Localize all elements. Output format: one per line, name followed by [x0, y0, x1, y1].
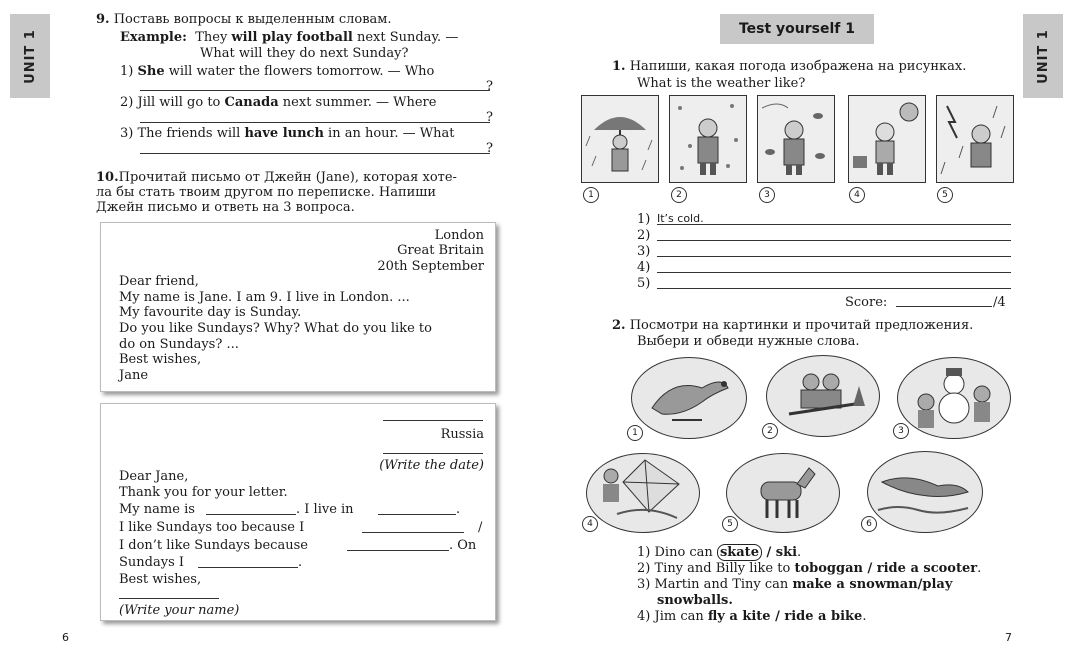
reply-name-blank[interactable] [206, 514, 296, 515]
unit-tab-right: UNIT 1 [1023, 14, 1063, 98]
letter1-line-3: My favourite day is Sunday. [119, 305, 302, 320]
ex9-item-3: 3) The friends will have lunch in an hour. — What [120, 126, 455, 141]
letter1-line-1: Dear friend, [119, 274, 199, 289]
ex2-sentence-2: 2) Tiny and Billy like to toboggan / ride a scooter. [637, 561, 982, 576]
weather-pic-number-4: 4 [849, 187, 865, 203]
weather-picture-2 [669, 95, 747, 183]
weather-picture-1 [581, 95, 659, 183]
reply-dislike-blank[interactable] [347, 550, 449, 551]
weather-pic-number-2: 2 [671, 187, 687, 203]
ex9-heading: 9. Поставь вопросы к выделенным словам. [96, 12, 392, 27]
ex1-answer-line-2[interactable] [657, 240, 1011, 241]
activity-pic-number-2: 2 [762, 423, 778, 439]
ex1-answer-num-2: 2) [637, 228, 651, 243]
activity-picture-4 [586, 453, 700, 533]
reply-thanks: Thank you for your letter. [119, 485, 288, 500]
reply-dislike-text-b: . On [449, 538, 477, 553]
dino-swimming-icon [868, 452, 982, 532]
snow-kid-icon [670, 96, 746, 182]
unit-tab-left: UNIT 1 [10, 14, 50, 98]
weather-picture-5 [936, 95, 1014, 183]
weather-picture-4 [848, 95, 926, 183]
activity-picture-3 [897, 357, 1011, 439]
reply-city-blank[interactable] [378, 514, 456, 515]
ex9-answer-line-3[interactable] [140, 153, 490, 154]
ex1-answer-line-3[interactable] [657, 256, 1011, 257]
reply-greeting: Dear Jane, [119, 469, 189, 484]
reply-like-blank[interactable] [362, 532, 464, 533]
weather-pic-number-3: 3 [759, 187, 775, 203]
page-number-right: 7 [1005, 631, 1012, 644]
ex9-qmark-2: ? [486, 110, 493, 125]
ex9-qmark-3: ? [486, 141, 493, 156]
reply-period-2: . [298, 555, 303, 570]
activity-picture-5 [726, 453, 840, 533]
weather-pic-number-1: 1 [583, 187, 599, 203]
reply-date-line[interactable] [383, 453, 483, 454]
reply-date-hint: (Write the date) [379, 458, 484, 473]
letter1-line-5: do on Sundays? ... [119, 337, 239, 352]
toboggan-icon [767, 356, 879, 436]
reply-slash: / [478, 520, 483, 535]
ex1-answer-num-5: 5) [637, 276, 651, 291]
activity-pic-number-3: 3 [893, 423, 909, 439]
reply-sundays-blank[interactable] [198, 567, 298, 568]
ex9-answer-line-1[interactable] [140, 90, 490, 91]
ex9-answer-line-2[interactable] [140, 122, 490, 123]
reply-sundays-text: Sundays I [119, 555, 185, 570]
weather-picture-3 [757, 95, 835, 183]
ex2-sentence-3-cont: snowballs. [657, 593, 733, 608]
activity-pic-number-6: 6 [861, 516, 877, 532]
ex1-heading: 1. Напиши, какая погода изображена на рисунках. [612, 59, 967, 74]
score-blank[interactable] [896, 306, 992, 307]
ex1-answer-line-1[interactable] [657, 224, 1011, 225]
reply-signature-line[interactable] [119, 598, 219, 599]
reply-name-hint: (Write your name) [119, 603, 240, 618]
activity-picture-6 [867, 451, 983, 533]
ex1-answer-num-1: 1) [637, 212, 651, 227]
letter1-date: 20th September [377, 259, 484, 274]
letter1-line-4: Do you like Sundays? Why? What do you like to [119, 321, 432, 336]
letter1-line-6: Best wishes, [119, 352, 202, 367]
ex2-instruction-2: Выбери и обведи нужные слова. [637, 334, 860, 349]
ex10-instruction-2: ла бы стать твоим другом по переписке. Напиши [96, 185, 437, 200]
horse-icon [727, 454, 839, 532]
ex9-example-answer: What will they do next Sunday? [200, 46, 409, 61]
activity-pic-number-5: 5 [722, 516, 738, 532]
ex2-sentence-3: 3) Martin and Tiny can make a snowman/play [637, 577, 953, 592]
ex2-sentence-1: 1) Dino can skate / ski. [637, 545, 802, 560]
ex10-instruction-3: Джейн письмо и ответь на 3 вопроса. [96, 200, 355, 215]
ex2-heading: 2. Посмотри на картинки и прочитай предложения. [612, 318, 974, 333]
ex9-item-1: 1) She will water the flowers tomorrow. — Who [120, 64, 435, 79]
ex10-heading: 10.Прочитай письмо от Джейн (Jane), которая хоте- [96, 170, 457, 185]
ex9-qmark-1: ? [486, 79, 493, 94]
activity-picture-1 [631, 357, 747, 439]
activity-pic-number-1: 1 [627, 425, 643, 441]
ex1-answer-text-1: It’s cold. [657, 212, 704, 225]
kite-icon [587, 454, 699, 532]
reply-name-line-text-b: . I live in [296, 502, 354, 517]
storm-icon [937, 96, 1013, 182]
reply-country: Russia [440, 427, 484, 442]
reply-dislike-text: I don’t like Sundays because [119, 538, 308, 553]
activity-pic-number-4: 4 [582, 516, 598, 532]
page-number-left: 6 [62, 631, 69, 644]
ex9-item-2: 2) Jill will go to Canada next summer. — Where [120, 95, 437, 110]
dino-skating-icon [632, 358, 746, 438]
circled-answer[interactable]: skate [717, 544, 762, 561]
ex1-answer-line-4[interactable] [657, 272, 1011, 273]
letter1-country: Great Britain [397, 243, 484, 258]
weather-pic-number-5: 5 [937, 187, 953, 203]
letter1-city: London [434, 228, 484, 243]
score-label: Score: [845, 295, 888, 310]
letter1-line-2: My name is Jane. I am 9. I live in London. ... [119, 290, 410, 305]
activity-picture-2 [766, 355, 880, 437]
reply-period-1: . [456, 502, 461, 517]
reply-like-text: I like Sundays too because I [119, 520, 305, 535]
snowman-icon [898, 358, 1010, 438]
reply-closing: Best wishes, [119, 572, 202, 587]
wind-leaves-icon [758, 96, 834, 182]
letter1-line-7: Jane [119, 368, 149, 383]
ex1-question: What is the weather like? [637, 76, 806, 91]
sun-icon [849, 96, 925, 182]
ex9-example: Example: They will play football next Sunday. — [120, 30, 459, 45]
ex1-answer-line-5[interactable] [657, 288, 1011, 289]
score-max: /4 [993, 295, 1006, 310]
rain-umbrella-icon [582, 96, 658, 182]
reply-top-line[interactable] [383, 420, 483, 421]
ex1-answer-num-3: 3) [637, 244, 651, 259]
test-yourself-header: Test yourself 1 [720, 14, 874, 44]
ex2-sentence-4: 4) Jim can fly a kite / ride a bike. [637, 609, 867, 624]
reply-name-line-text-a: My name is [119, 502, 195, 517]
ex1-answer-num-4: 4) [637, 260, 651, 275]
